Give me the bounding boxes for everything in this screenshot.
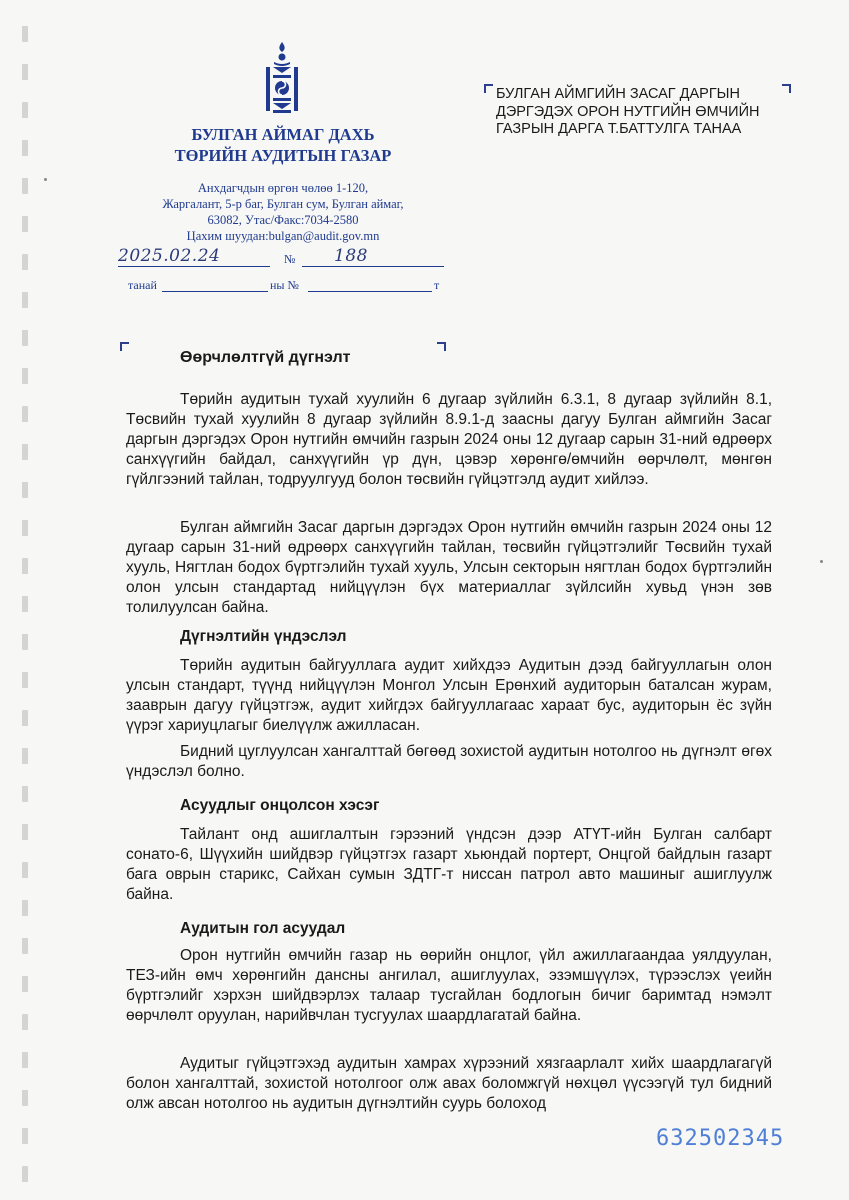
paragraph-1-text: Төрийн аудитын тухай хуулийн 6 дугаар зүйлийн 6.3.1, 8 дугаар зүйлийн 8.1, Төсвийн тухай хуулийн 8 дугаар зүйлийн 8.9.1-д заасны дагуу Булган аймгийн Засаг даргын дэргэдэх Орон нутгийн өмчийн газрын 2024 оны 12 дугаар сарын 31-ний өдрөөрх санхүүгийн байдал, санхүүгийн үр дүн, цэвэр хөрөнгө/өмчийн өөрчлөлт, мөнгөн гүйлгээний тайлан, тодруулгууд болон төсвийн гүйцэтгэлд аудит хийлээ. [126, 391, 772, 488]
recipient-line2: ДЭРГЭДЭХ ОРОН НУТГИЙН ӨМЧИЙН [496, 103, 760, 120]
recipient-block [496, 86, 786, 139]
organization-name-line1: БУЛГАН АЙМАГ ДАХЬ [191, 125, 375, 144]
speck [820, 560, 823, 563]
recipient-line1: БУЛГАН АЙМГИЙН ЗАСАГ ДАРГЫН [496, 86, 740, 102]
recipient-line3: ГАЗРЫН ДАРГА Т.БАТТУЛГА ТАНАА [496, 121, 742, 137]
organization-address [120, 180, 446, 244]
paragraph-7-text: Аудитыг гүйцэтгэхэд аудитын хамрах хүрээний хязгаарлалт хийх шаардлагагүй болон хангалттай, зохистой нотолгоог олж авах боломжгүй нөхцөл үүсээгүй тул бидний олж авсан нотолгоо нь аудитын дүгнэлтийн суурь болоход [126, 1055, 772, 1112]
address-line2: Жаргалант, 5-р баг, Булган сум, Булган аймаг, [162, 197, 404, 211]
paragraph-1 [126, 390, 772, 490]
reference-date-line [118, 246, 444, 268]
address-line3: 63082, Утас/Факс:7034-2580 [207, 213, 359, 227]
paragraph-5 [126, 825, 772, 905]
reference-date: 2025.02.24 [118, 246, 221, 266]
paragraph-5-text: Тайлант онд ашиглалтын гэрээний үндсэн дээр АТҮТ-ийн Булган салбарт сонато-6, Шүүхийн шийдвэр гүйцэтгэх газарт хьюндай портерт, Онцгой байдлын газарт бага оврын старикс, Сайхан сумын ЗДТГ-т ниссан патрол авто машиныг ашиглуулж байна. [126, 826, 772, 903]
email-line: Цахим шуудан:bulgan@audit.gov.mn [186, 229, 380, 243]
paragraph-4-text: Бидний цуглуулсан хангалттай бөгөөд зохистой аудитын нотолгоо нь дүгнэлт өгөх үндэслэл болно. [126, 743, 772, 780]
reference-number: 188 [334, 246, 368, 266]
address-line1: Анхдагчдын өргөн чөлөө 1-120, [197, 181, 369, 195]
paragraph-4 [126, 742, 772, 782]
your-number-label: ны № [270, 278, 299, 292]
section-title-basis: Дүгнэлтийн үндэслэл [180, 628, 347, 645]
your-reference-line [118, 278, 444, 298]
paragraph-7 [126, 1054, 772, 1114]
paragraph-3-text: Төрийн аудитын байгууллага аудит хийхдээ Аудитын дээд байгууллагын олон улсын стандарт, түүнд нийцүүлэн Монгол Улсын Ерөнхий аудиторын баталсан журам, зааврын дагуу гүйцэтгэж, аудит хийгдэх байгууллагаас хараат бус, аудиторын ёс зүйн үүрэг хариуцлагыг биелүүлж ажилласан. [126, 657, 772, 734]
paragraph-2-text: Булган аймгийн Засаг даргын дэргэдэх Орон нутгийн өмчийн газрын 2024 оны 12 дугаар сарын 31-ний өдрөөрх санхүүгийн тайлан, төсвийн гүйцэтгэлийг Төсвийн тухай хууль, Нягтлан бодох бүртгэлийн тухай хууль, Улсын секторын нягтлан бодох бүртгэлийн олон улсын стандартад нийцүүлэн бүх материаллаг зүйлсийн хувьд үнэн зөв толилуулсан байна. [126, 519, 772, 616]
paragraph-3 [126, 656, 772, 736]
document-title: Өөрчлөлтгүй дүгнэлт [180, 349, 351, 366]
your-reference-label: танай [128, 278, 157, 292]
paragraph-6-text: Орон нутгийн өмчийн газар нь өөрийн онцлог, үйл ажиллагаандаа уялдуулан, ТЕЗ-ийн өмч хөрөнгийн дансны ангилал, ашиглуулах, эзэмшүүлэх, түрээслэх үеийн бүртгэлийг хэрхэн шийдвэрлэх талаар тусгайлан бодлогын бичиг баримтад нэмэлт өөрчлөлт оруулан, нарийвчлан тусгуулах шаардлагатай байна. [126, 947, 772, 1024]
organization-name [140, 124, 426, 166]
corner-bracket-icon [484, 84, 493, 93]
paragraph-2 [126, 518, 772, 618]
reference-suffix: т [434, 278, 440, 292]
section-title-emphasis: Асуудлыг онцолсон хэсэг [180, 797, 380, 814]
paragraph-6 [126, 946, 772, 1026]
serial-number-stamp: 632502345 [656, 1126, 785, 1151]
section-title-key-matters: Аудитын гол асуудал [180, 920, 346, 937]
organization-name-line2: ТӨРИЙН АУДИТЫН ГАЗАР [174, 146, 392, 165]
soyombo-emblem-icon [262, 40, 302, 114]
speck [44, 178, 47, 181]
corner-bracket-icon [120, 342, 129, 351]
binding-strip [0, 0, 40, 1200]
reference-number-label: № [284, 252, 296, 266]
corner-bracket-icon [437, 342, 446, 351]
